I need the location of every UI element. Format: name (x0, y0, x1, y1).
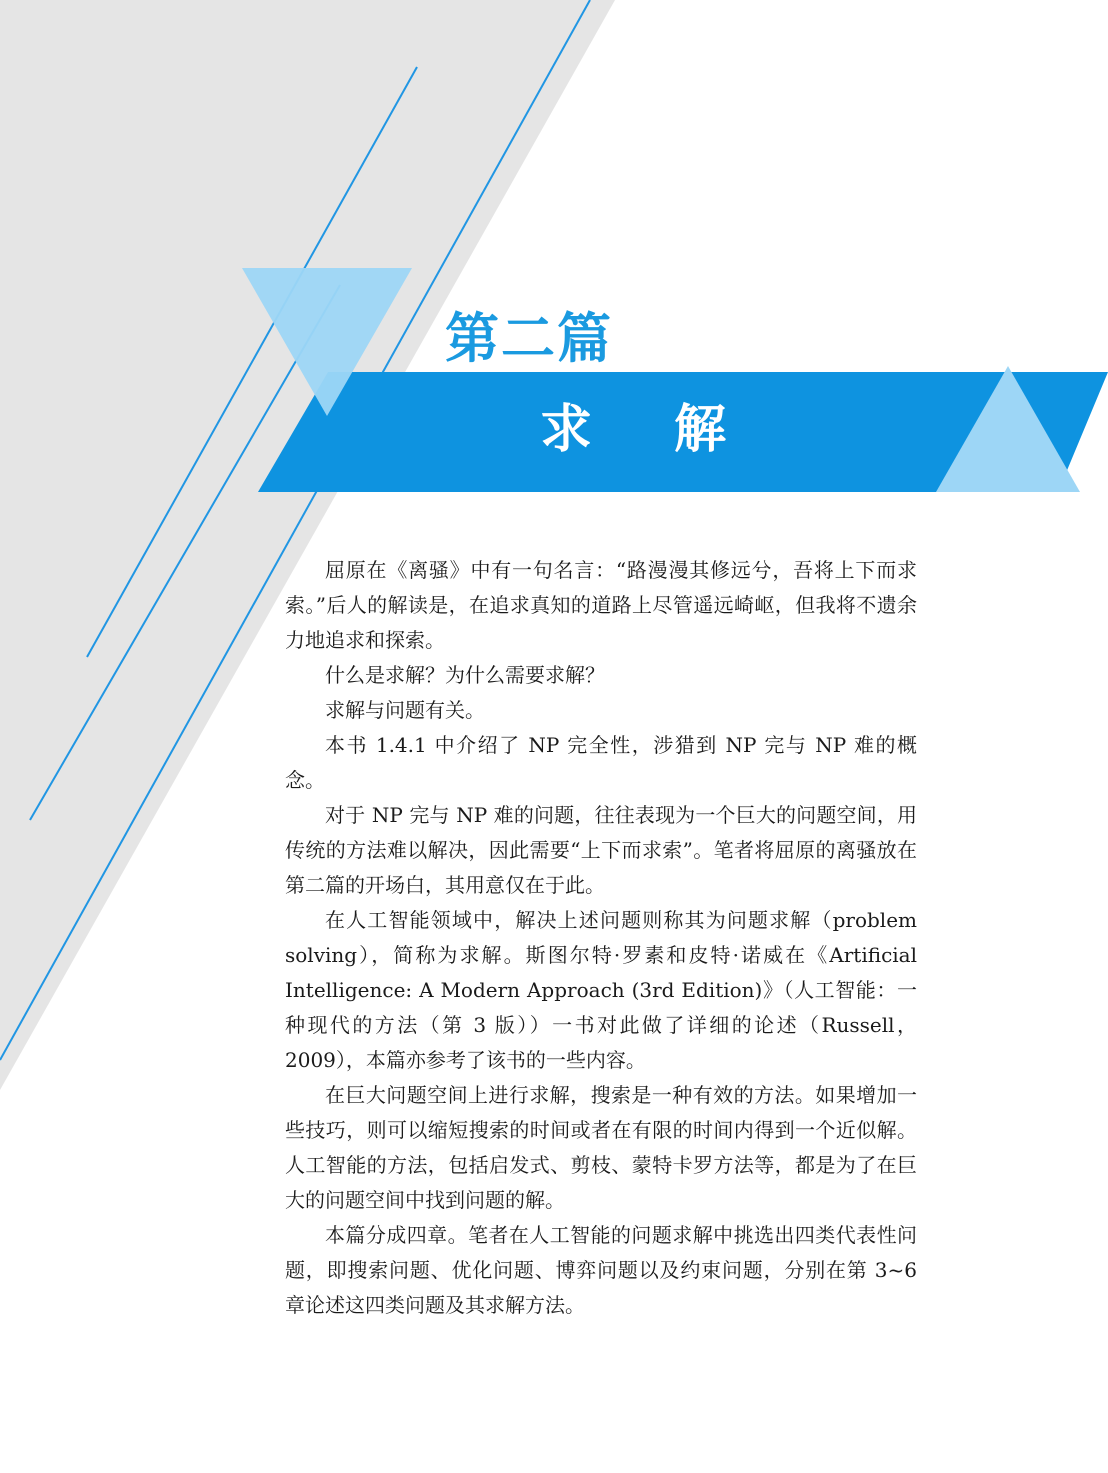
paragraph: 在人工智能领域中，解决上述问题则称其为问题求解（problem solving），简称为求解。斯图尔特·罗素和皮特·诺威在《Artificial Intelligence: A Modern Approach (3rd Edition)》（人工智能：一种现代的方法（第 3 版））一书对此做了详细的论述（Russell，2009），本篇亦参考了该书的一些内容。 (285, 908, 917, 1072)
paragraph: 本书 1.4.1 中介绍了 NP 完全性，涉猎到 NP 完与 NP 难的概念。 (285, 733, 917, 792)
paragraph: 在巨大问题空间上进行求解，搜索是一种有效的方法。如果增加一些技巧，则可以缩短搜索的时间或者在有限的时间内得到一个近似解。人工智能的方法，包括启发式、剪枝、蒙特卡罗方法等，都是为了在巨大的问题空间中找到问题的解。 (285, 1083, 917, 1212)
paragraph: 什么是求解？为什么需要求解？ (325, 663, 605, 687)
paragraph: 对于 NP 完与 NP 难的问题，往往表现为一个巨大的问题空间，用传统的方法难以解决，因此需要“上下而求索”。笔者将屈原的离骚放在第二篇的开场白，其用意仅在于此。 (285, 803, 917, 897)
paragraph: 求解与问题有关。 (325, 698, 485, 722)
paragraph: 屈原在《离骚》中有一句名言：“路漫漫其修远兮，吾将上下而求索。”后人的解读是，在追求真知的道路上尽管遥远崎岖，但我将不遗余力地追求和探索。 (285, 558, 917, 652)
section-title: 求解 (540, 400, 809, 460)
body-text (285, 553, 917, 1323)
part-title: 第二篇 (445, 307, 613, 370)
paragraph: 本篇分成四章。笔者在人工智能的问题求解中挑选出四类代表性问题，即搜索问题、优化问题、博弈问题以及约束问题，分别在第 3~6 章论述这四类问题及其求解方法。 (285, 1223, 917, 1317)
